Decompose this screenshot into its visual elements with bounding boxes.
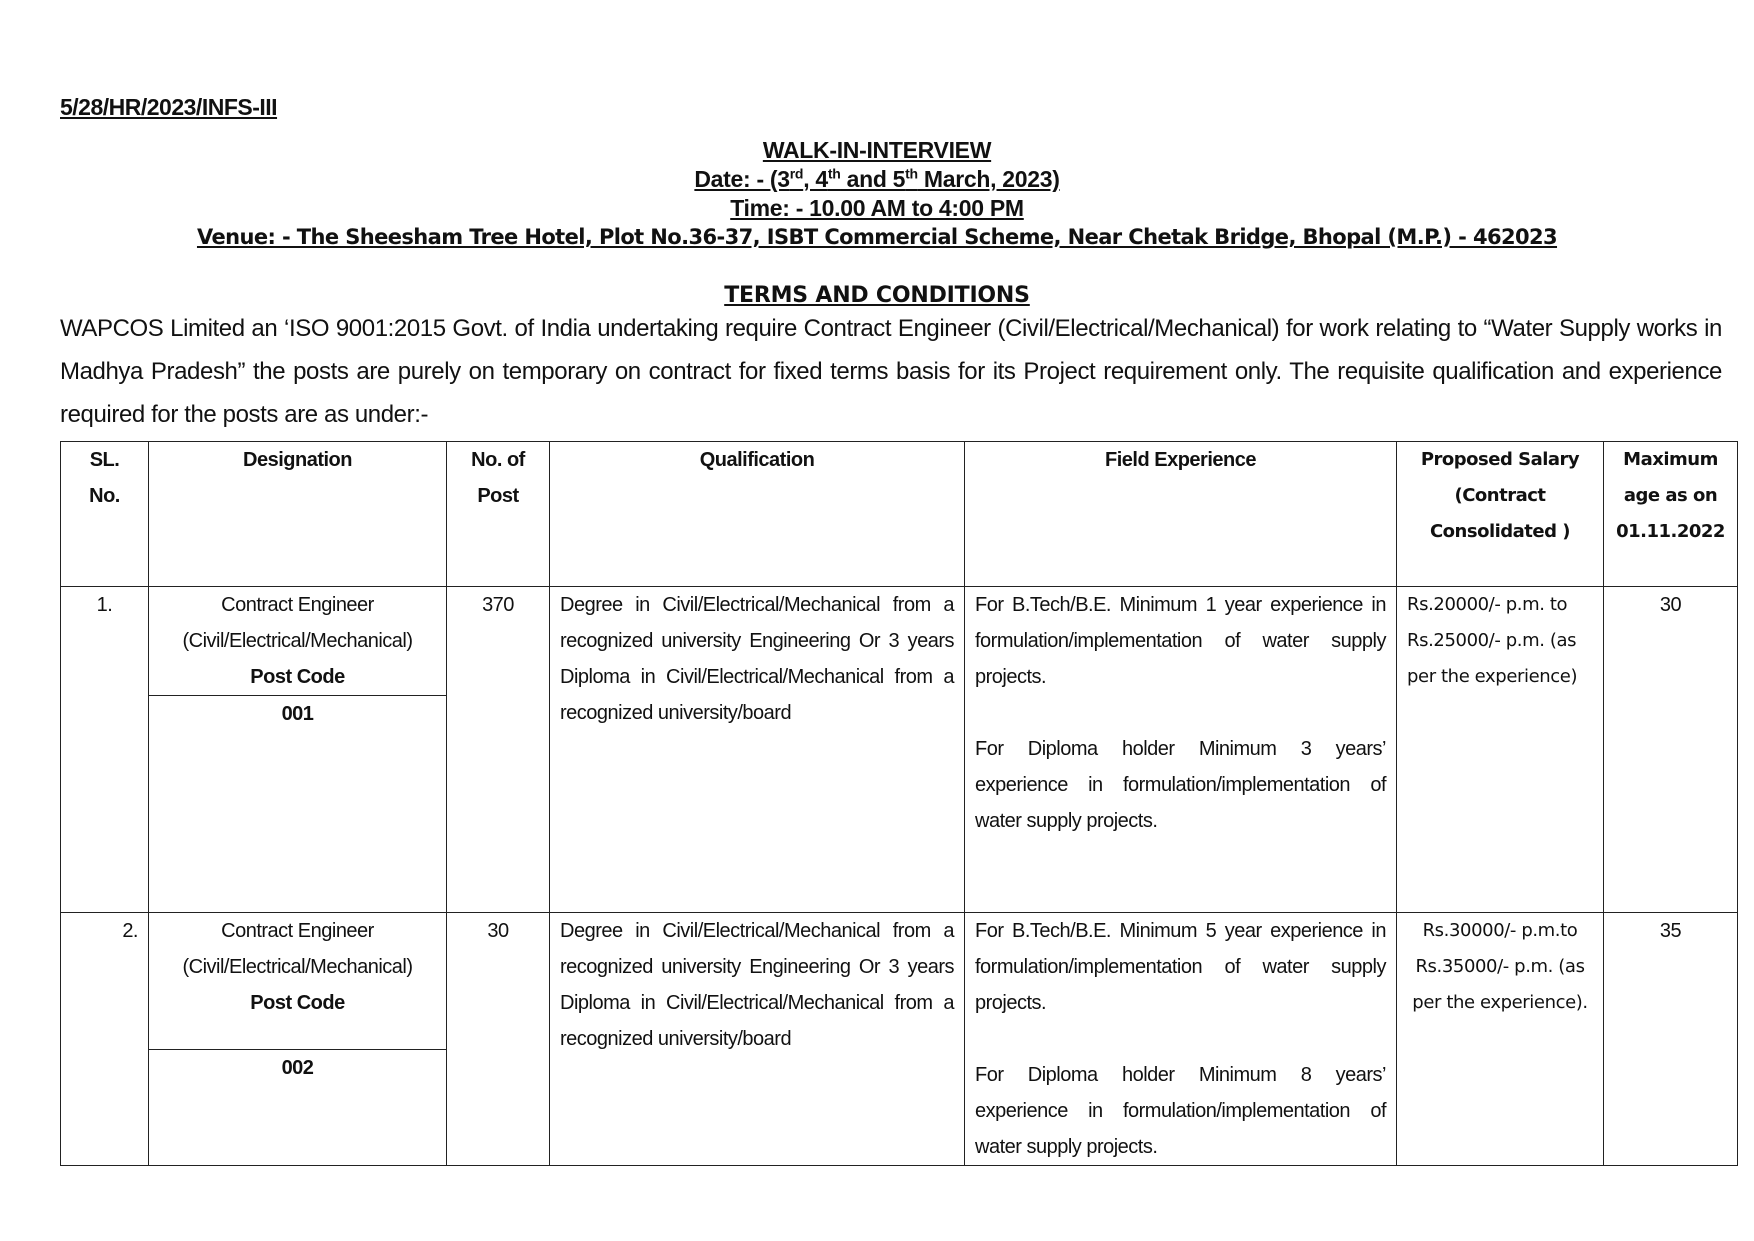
designation-cell	[149, 587, 447, 913]
header-no-of-post: No. of Post	[447, 442, 550, 587]
no-of-post-cell: 370	[447, 587, 550, 913]
designation-title: Contract Engineer	[221, 594, 374, 616]
salary-cell: Rs.20000/- p.m. to Rs.25000/- p.m. (as per the experience)	[1397, 587, 1604, 913]
qualification-cell: Degree in Civil/Electrical/Mechanical from a recognized university Engineering Or 3 years Diploma in Civil/Electrical/Mechanical from a recognized university/board	[550, 587, 965, 913]
experience-btech: For B.Tech/B.E. Minimum 1 year experience in formulation/implementation of water supply projects.	[975, 594, 1386, 688]
header-qualification: Qualification	[550, 442, 965, 587]
posts-table	[60, 441, 1738, 1166]
no-of-post-cell: 30	[447, 913, 550, 1166]
designation-discipline: (Civil/Electrical/Mechanical)	[182, 630, 413, 652]
terms-and-conditions-heading: TERMS AND CONDITIONS	[724, 283, 1030, 308]
max-age-cell: 35	[1604, 913, 1738, 1166]
header-proposed-salary: Proposed Salary (Contract Consolidated )	[1397, 442, 1604, 587]
reference-number: 5/28/HR/2023/INFS-III	[60, 94, 278, 120]
post-code-label: Post Code	[250, 992, 345, 1014]
table-row	[61, 913, 1738, 1166]
experience-diploma: For Diploma holder Minimum 3 years’ experience in formulation/implementation of water supply projects.	[975, 738, 1386, 832]
sl-no-cell: 2.	[61, 913, 149, 1166]
experience-btech: For B.Tech/B.E. Minimum 5 year experience in formulation/implementation of water supply projects.	[975, 920, 1386, 1014]
header-field-experience: Field Experience	[965, 442, 1397, 587]
qualification-cell: Degree in Civil/Electrical/Mechanical from a recognized university Engineering Or 3 years Diploma in Civil/Electrical/Mechanical from a recognized university/board	[550, 913, 965, 1166]
interview-date: Date: - (3rd, 4th and 5th March, 2023)	[694, 165, 1060, 192]
table-header-row	[61, 442, 1738, 587]
field-experience-cell	[965, 913, 1397, 1166]
sl-no-cell: 1.	[61, 587, 149, 913]
header-max-age: Maximum age as on 01.11.2022	[1604, 442, 1738, 587]
post-code-label: Post Code	[250, 666, 345, 688]
designation-title: Contract Engineer	[221, 920, 374, 942]
designation-cell	[149, 913, 447, 1166]
max-age-cell: 30	[1604, 587, 1738, 913]
designation-discipline: (Civil/Electrical/Mechanical)	[182, 956, 413, 978]
post-code-value: 002	[281, 1057, 314, 1079]
interview-venue: Venue: - The Sheesham Tree Hotel, Plot No.36-37, ISBT Commercial Scheme, Near Chetak Bridge, Bhopal (M.P.) - 462023	[196, 225, 1558, 249]
field-experience-cell	[965, 587, 1397, 913]
salary-cell: Rs.30000/- p.m.to Rs.35000/- p.m. (as per the experience).	[1397, 913, 1604, 1166]
header-designation: Designation	[149, 442, 447, 587]
table-row	[61, 587, 1738, 913]
post-code-value: 001	[281, 703, 314, 725]
experience-diploma: For Diploma holder Minimum 8 years’ experience in formulation/implementation of water supply projects.	[975, 1064, 1386, 1158]
interview-time: Time: - 10.00 AM to 4:00 PM	[730, 195, 1024, 221]
intro-paragraph: WAPCOS Limited an ‘ISO 9001:2015 Govt. of India undertaking require Contract Engineer (Civil/Electrical/Mechanical) for work relating to “Water Supply works in Madhya Pradesh” the posts are purely on temporary on contract for fixed terms basis for its Project requirement only. The requisite qualification and experience required for the posts are as under:-	[60, 315, 1722, 428]
walk-in-interview-title: WALK-IN-INTERVIEW	[762, 137, 992, 163]
header-sl-no: SL. No.	[61, 442, 149, 587]
